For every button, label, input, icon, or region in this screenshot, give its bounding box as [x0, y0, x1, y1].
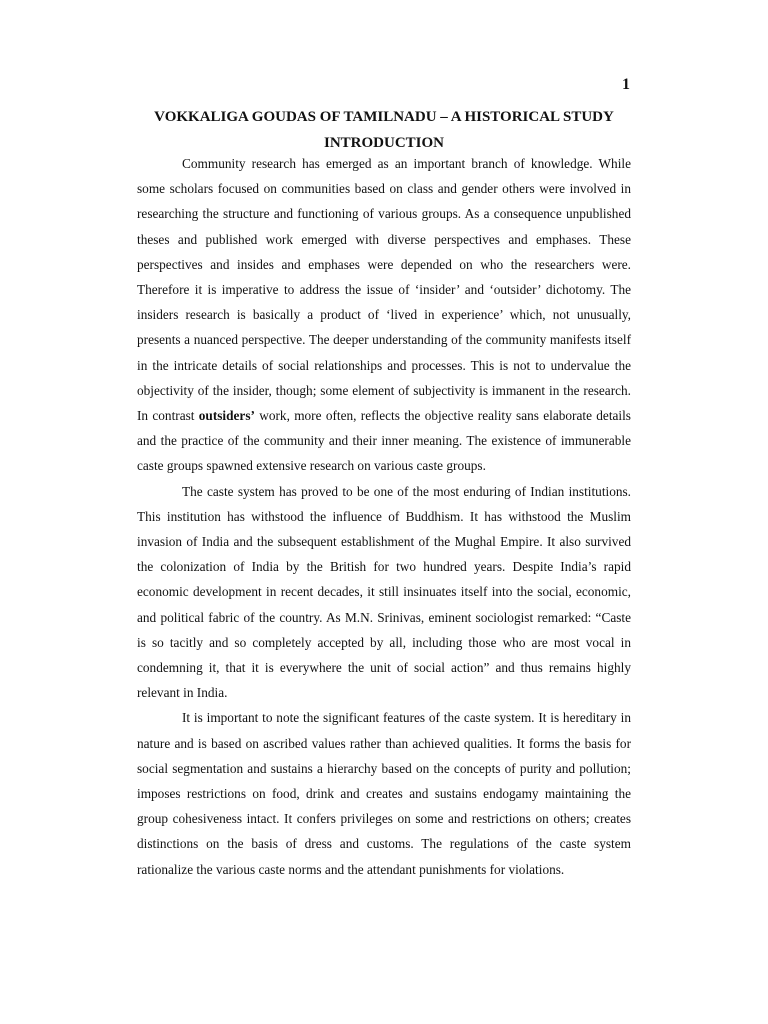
paragraph-1-text-end: work, more often, reflects the objective reality sans elaborate details and the practice of the community and their inner meaning. The existence of immunerable caste groups spawned extensive research on various caste groups. [137, 408, 631, 474]
paragraph-1-bold-term: outsiders’ [198, 408, 255, 424]
page-number: 1 [622, 76, 630, 93]
paragraph-3: It is important to note the significant features of the caste system. It is hereditary in nature and is based on ascribed values rather than achieved qualities. It forms the basis for social segmentation and sustains a hierarchy based on the concepts of purity and pollution; imposes restrictions on food, drink and creates and sustains endogamy maintaining the group cohesiveness intact. It confers privileges on some and restrictions on others; creates distinctions on the basis of dress and customs. The regulations of the caste system rationalize the various caste norms and the attendant punishments for violations. [137, 710, 631, 877]
section-heading: INTRODUCTION [323, 135, 444, 151]
paragraph-1 [137, 151, 631, 479]
document-title: VOKKALIGA GOUDAS OF TAMILNADU – A HISTORICAL STUDY [154, 109, 614, 125]
document-body [137, 151, 631, 882]
paragraph-1-text-start: Community research has emerged as an important branch of knowledge. While some scholars focused on communities based on class and gender others were involved in researching the structure and functioning of various groups. As a consequence unpublished theses and published work emerged with diverse perspectives and emphases. These perspectives and insides and emphases were depended on who the researchers were. Therefore it is imperative to address the issue of ‘insider’ and ‘outsider’ dichotomy. The insiders research is basically a product of ‘lived in experience’ which, not unusually, presents a nuanced perspective. The deeper understanding of the community manifests itself in the intricate details of social relationships and processes. This is not to undervalue the objectivity of the insider, though; some element of subjectivity is immanent in the research. In contrast [137, 156, 631, 424]
paragraph-2: The caste system has proved to be one of the most enduring of Indian institutions. This institution has withstood the influence of Buddhism. It has withstood the Muslim invasion of India and the subsequent establishment of the Mughal Empire. It also survived the colonization of India by the British for two hundred years. Despite India’s rapid economic development in recent decades, it still insinuates itself into the social, economic, and political fabric of the country. As M.N. Srinivas, eminent sociologist remarked: “Caste is so tacitly and so completely accepted by all, including those who are most vocal in condemning it, that it is everywhere the unit of social action” and thus remains highly relevant in India. [137, 483, 631, 701]
